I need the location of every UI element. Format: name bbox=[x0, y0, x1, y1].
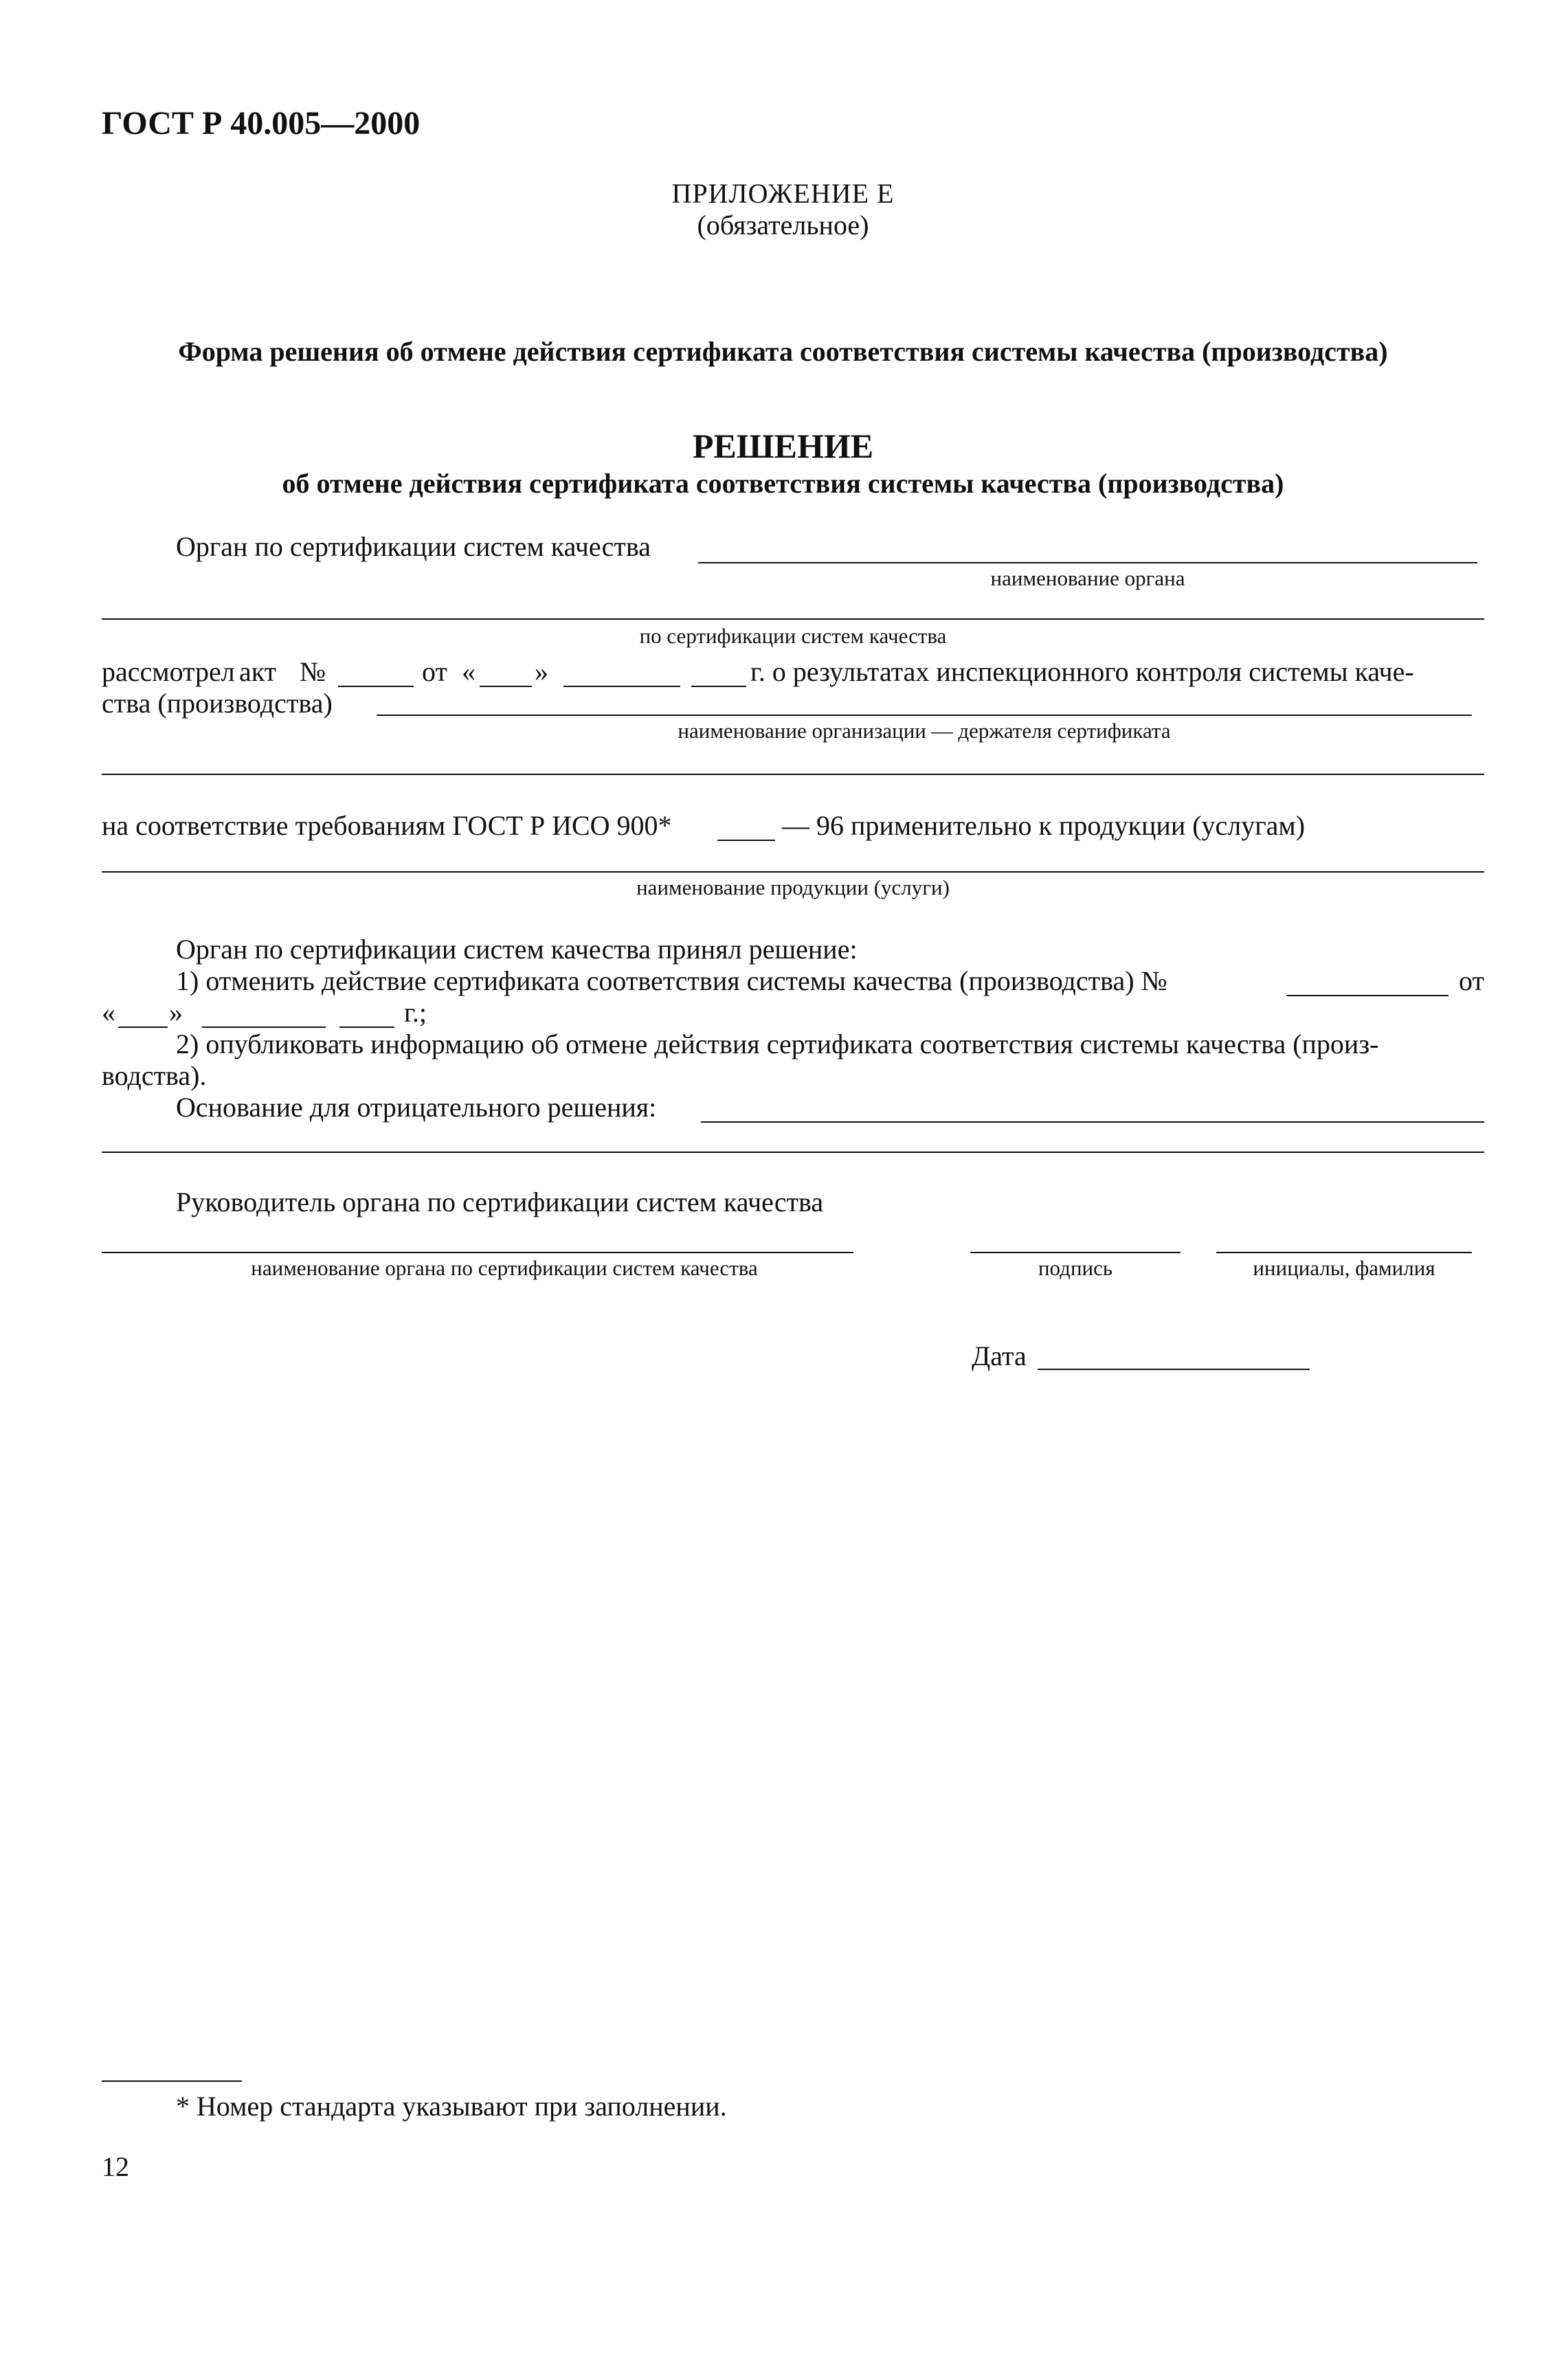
footnote-text: * Номер стандарта указывают при заполнении. bbox=[176, 2091, 727, 2122]
negative-basis-cont-line[interactable] bbox=[102, 1152, 1484, 1153]
form-title: Форма решения об отмене действия сертификата соответствия системы качества (производства) bbox=[178, 336, 1388, 367]
item-1-quote-open: « bbox=[102, 997, 115, 1028]
item-1-month-field[interactable] bbox=[202, 1026, 326, 1028]
caption-name: инициалы, фамилия bbox=[1253, 1256, 1435, 1280]
caption-org: наименование органа по сертификации систем качества bbox=[251, 1256, 758, 1280]
appendix-title: ПРИЛОЖЕНИЕ Е bbox=[671, 178, 895, 209]
conformity-start: на соответствие требованиям ГОСТ Р ИСО 900* bbox=[102, 810, 672, 841]
footnote-rule bbox=[102, 2080, 242, 2082]
act-word-1: рассмотрел bbox=[102, 656, 235, 687]
org-name-sign-line[interactable] bbox=[102, 1252, 853, 1253]
item-1-ot: от bbox=[1459, 965, 1484, 996]
act-month-field[interactable] bbox=[563, 686, 680, 687]
date-field-line[interactable] bbox=[1038, 1369, 1310, 1370]
caption-sign: подпись bbox=[1038, 1256, 1113, 1280]
act-number-sign: № bbox=[300, 656, 326, 687]
negative-basis-field-line[interactable] bbox=[701, 1121, 1484, 1123]
act-number-field[interactable] bbox=[338, 686, 414, 687]
act-quote-open: « bbox=[462, 656, 476, 687]
item-1-year-field[interactable] bbox=[339, 1026, 394, 1028]
item-1-quote-close: » bbox=[169, 997, 183, 1028]
item-1-text: 1) отменить действие сертификата соответствия системы качества (производства) № bbox=[176, 965, 1167, 996]
caption-product: наименование продукции (услуги) bbox=[636, 875, 950, 899]
decision-intro: Орган по сертификации систем качества принял решение: bbox=[176, 934, 858, 965]
certificate-number-field[interactable] bbox=[1286, 995, 1448, 996]
act-year-field[interactable] bbox=[691, 686, 746, 687]
caption-body-name: наименование органа bbox=[990, 566, 1185, 590]
item-2-line-2: водства). bbox=[102, 1060, 207, 1091]
page-number: 12 bbox=[102, 2151, 129, 2182]
negative-basis-label: Основание для отрицательного решения: bbox=[176, 1092, 657, 1123]
line2-start: ства (производства) bbox=[102, 688, 333, 719]
act-word-2: акт bbox=[239, 656, 277, 687]
body-name-cont-line[interactable] bbox=[102, 618, 1484, 620]
holder-name-cont-line[interactable] bbox=[102, 774, 1484, 775]
holder-name-field-line[interactable] bbox=[377, 715, 1472, 716]
act-day-field[interactable] bbox=[480, 686, 532, 687]
item-1-date-line bbox=[102, 999, 514, 1031]
act-line bbox=[102, 658, 1484, 690]
item-2-line-1: 2) опубликовать информацию об отмене действия сертификата соответствия системы качества (произ- bbox=[176, 1029, 1379, 1059]
act-year-suffix: г. о результатах инспекционного контроля системы каче- bbox=[750, 656, 1414, 687]
product-name-field-line[interactable] bbox=[102, 871, 1484, 873]
decision-subheading: об отмене действия сертификата соответствия системы качества (производства) bbox=[282, 468, 1284, 499]
caption-holder: наименование организации — держателя сертификата bbox=[678, 719, 1171, 743]
caption-body-cont: по сертификации систем качества bbox=[639, 624, 947, 648]
standard-number-field[interactable] bbox=[717, 840, 775, 841]
head-label: Руководитель органа по сертификации систем качества bbox=[176, 1187, 824, 1217]
standard-code: ГОСТ Р 40.005—2000 bbox=[102, 105, 421, 142]
body-name-field-line[interactable] bbox=[698, 562, 1477, 563]
item-1-day-field[interactable] bbox=[118, 1026, 168, 1028]
act-quote-close: » bbox=[535, 656, 548, 687]
decision-heading: РЕШЕНИЕ bbox=[692, 427, 874, 465]
item-1-line bbox=[176, 967, 1484, 999]
body-label: Орган по сертификации систем качества bbox=[176, 531, 651, 562]
act-ot: от bbox=[422, 656, 447, 687]
conformity-end: — 96 применительно к продукции (услугам) bbox=[782, 810, 1306, 841]
item-1-year: г.; bbox=[404, 997, 427, 1028]
signature-line[interactable] bbox=[970, 1252, 1181, 1253]
appendix-status: (обязательное) bbox=[697, 210, 869, 240]
initials-line[interactable] bbox=[1216, 1252, 1472, 1253]
date-label: Дата bbox=[972, 1340, 1027, 1371]
